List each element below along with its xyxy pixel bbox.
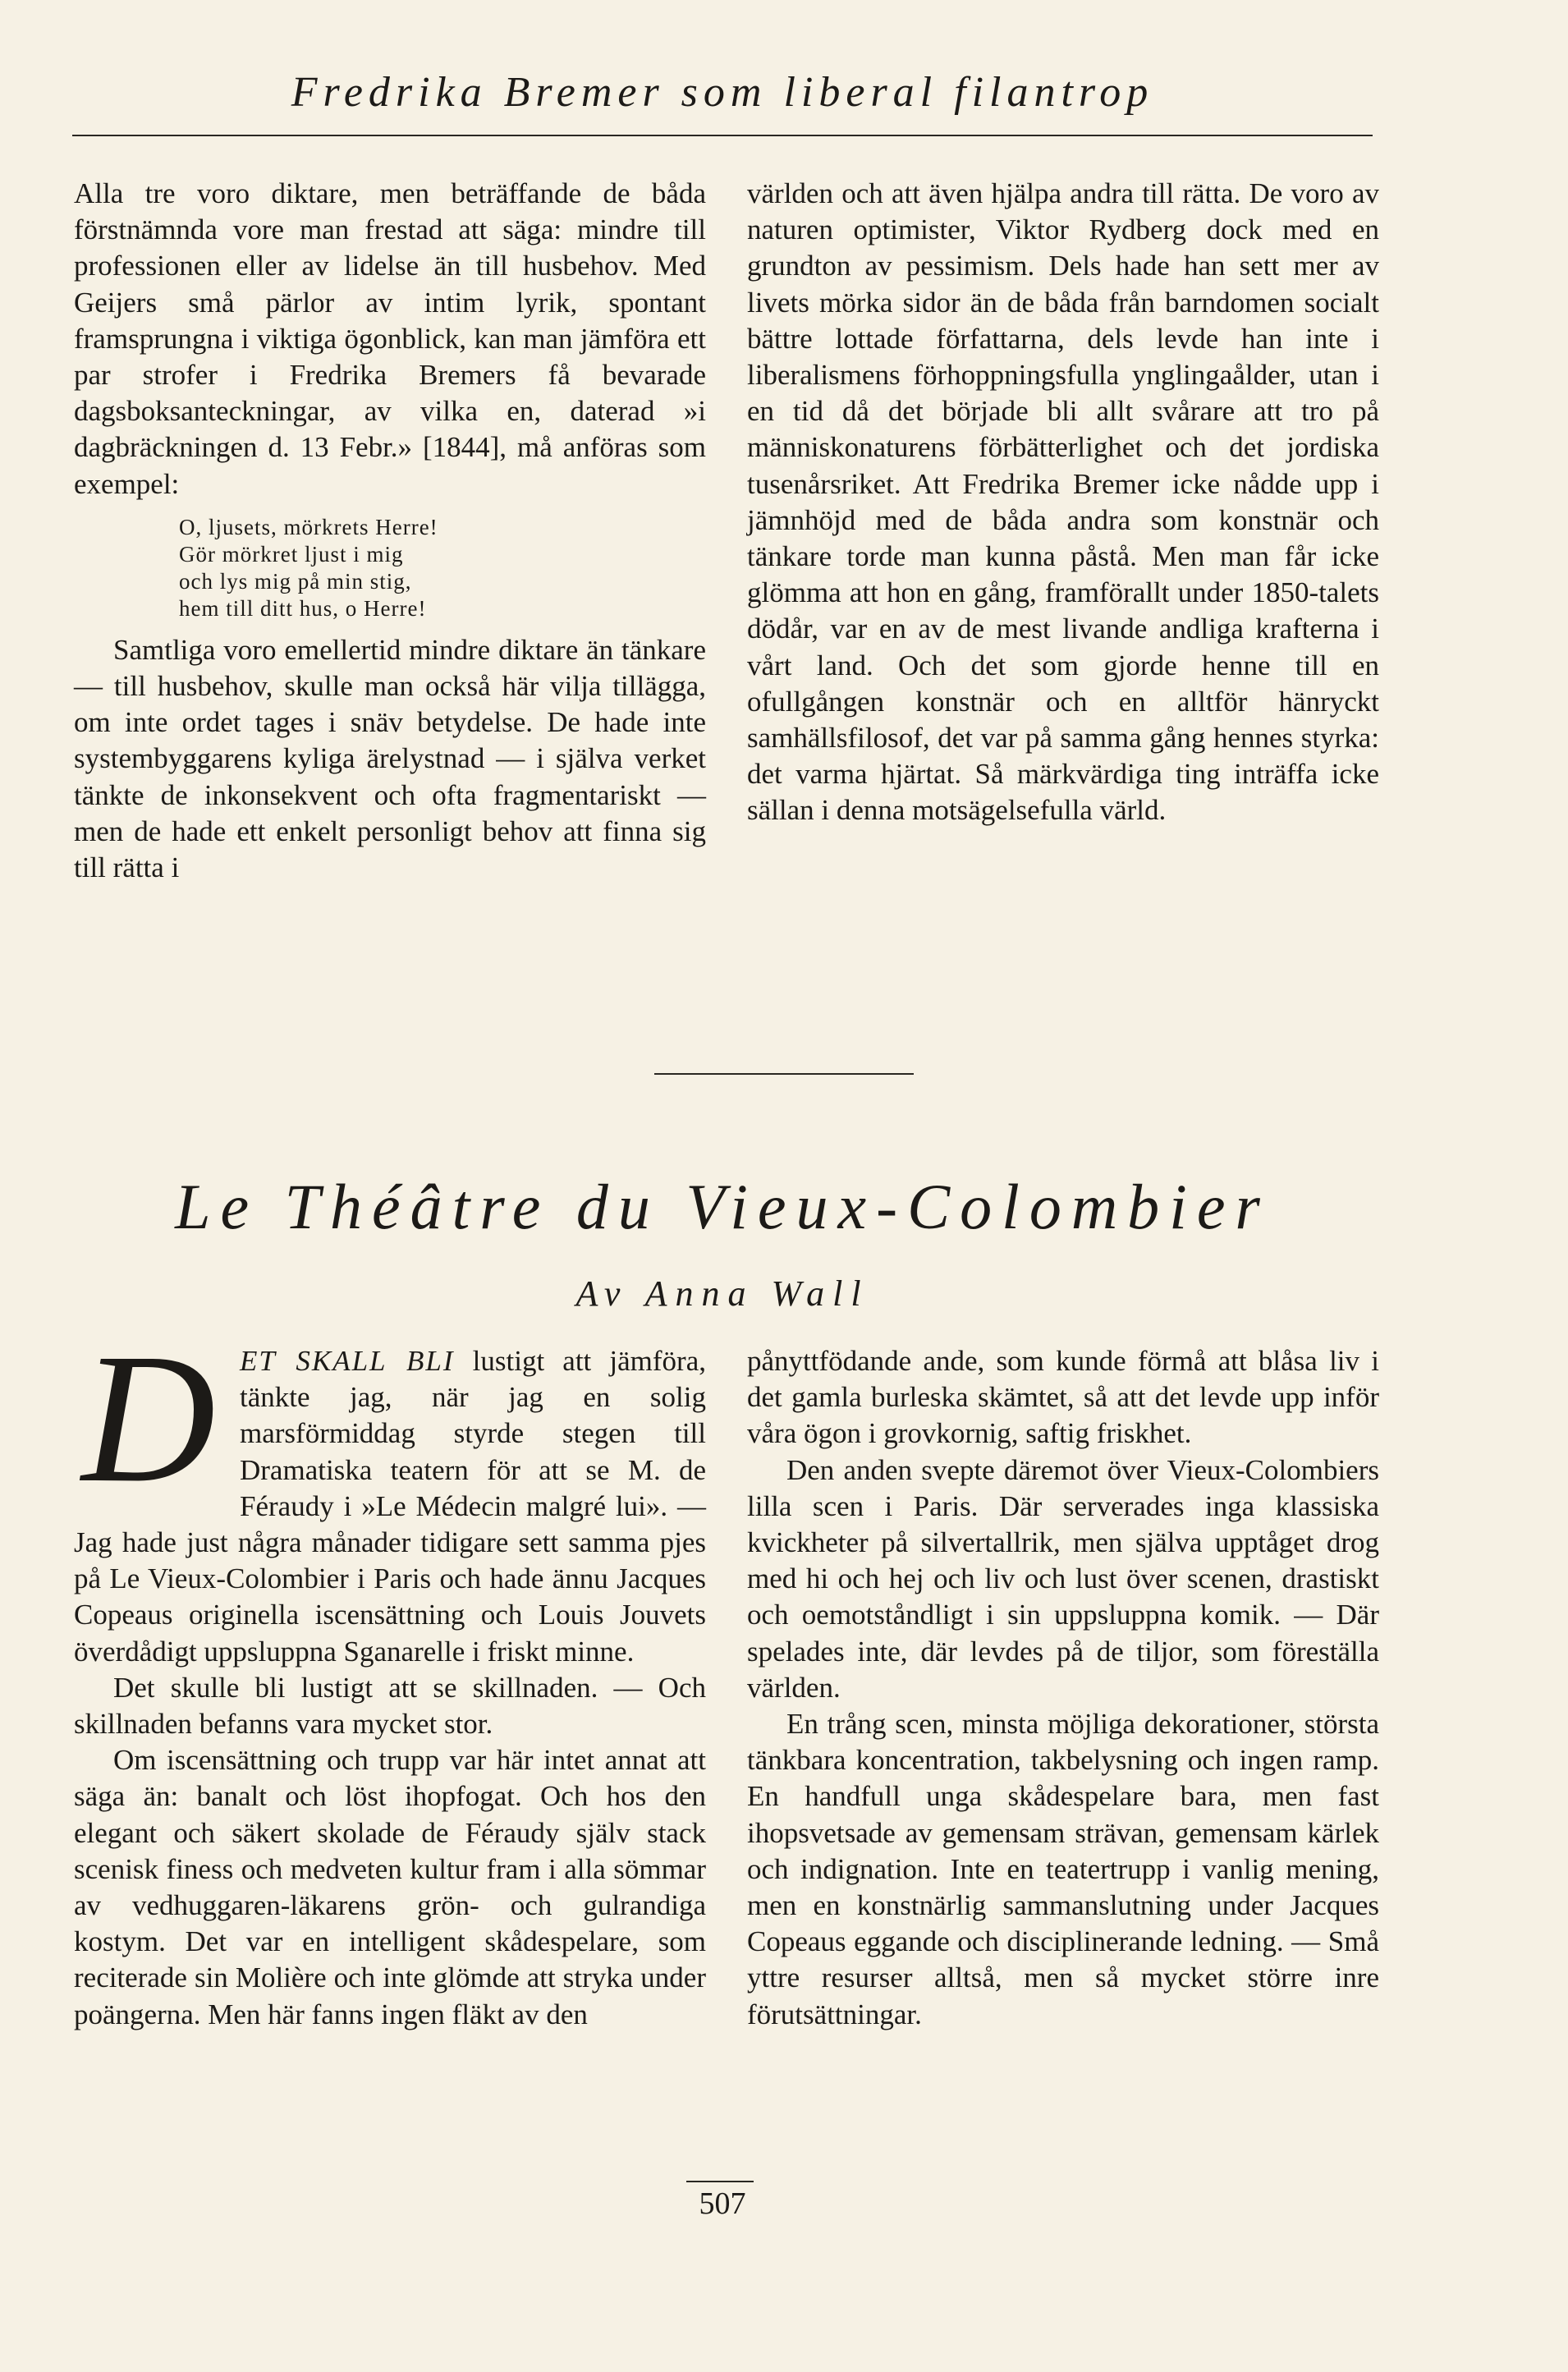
article1-column-right <box>747 176 1379 829</box>
running-head: Fredrika Bremer som liberal filantrop <box>291 69 1154 116</box>
body-paragraph: Om iscensättning och trupp var här intet annat att säga än: banalt och löst ihopfogat. Och hos den elegant och säkert skolade de Féraudy själv stack scenisk finess och medveten kultur fram i alla sömmar av vedhuggaren-läkarens grön- och gulrandiga kostym. Det var en intelligent skådespelare, som reciterade sin Molière och inte glömde att stryka under poängerna. Men här fanns ingen fläkt av den <box>74 1744 706 2030</box>
poem-line: O, ljusets, mörkrets Herre! <box>179 514 438 539</box>
opening-paragraph <box>74 1315 706 1670</box>
poem <box>179 514 706 622</box>
opening-text: lustigt att jämföra, tänkte jag, när jag en solig marsförmiddag styrde stegen till Dramatiska teatern för att se M. de Féraudy i »Le Médecin malgré lui». — Jag hade just några månader tidigare sett samma pjes på Le Vieux-Colombier i Paris och hade ännu Jacques Copeaus originella iscensättning och Louis Jouvets överdådigt uppsluppna Sganarelle i friskt minne. <box>74 1345 706 1668</box>
poem-line: Gör mörkret ljust i mig <box>179 541 404 567</box>
header-rule <box>72 135 1373 136</box>
body-paragraph: Samtliga voro emellertid mindre diktare än tänkare — till husbehov, skulle man också här vilja tillägga, om inte ordet tages i snäv betydelse. De hade inte systembyggarens kyliga ärelystnad — i själva verket tänkte de inkonsekvent och ofta fragmentariskt — men de hade ett enkelt personligt behov att finna sig till rätta i <box>74 633 706 884</box>
poem-line: och lys mig på min stig, <box>179 568 412 594</box>
body-paragraph: Alla tre voro diktare, men beträffande de båda förstnämnda vore man frestad att säga: mindre till professionen eller av lidelse än till husbehov. Med Geijers små pärlor av intim lyrik, spontant framsprungna i viktiga ögonblick, kan man jämföra ett par strofer i Fredrika Bremers få bevarade dagsboksanteckningar, av vilka en, daterad »i dagbräckningen d. 13 Febr.» [1844], må anföras som exempel: <box>74 177 706 500</box>
section-divider <box>654 1073 914 1075</box>
poem-line: hem till ditt hus, o Herre! <box>179 595 427 621</box>
article2-column-right <box>747 1343 1379 2033</box>
body-paragraph: Den anden svepte däremot över Vieux-Colombiers lilla scen i Paris. Där serverades inga klassiska kvickheter på silvertallrik, men själva upptåget drog med hi och hej och liv och lust över scenen, drastiskt och oemotståndligt i sin uppsluppna komik. — Där spelades inte, där levdes på de tiljor, som föreställa världen. <box>747 1453 1379 1704</box>
page-number: 507 <box>699 2186 746 2221</box>
body-paragraph: pånyttfödande ande, som kunde förmå att blåsa liv i det gamla burleska skämtet, så att det levde upp inför våra ögon i grovkornig, saftig friskhet. <box>747 1345 1379 1450</box>
lead-in-caps: ET SKALL BLI <box>240 1345 455 1377</box>
body-paragraph: Det skulle bli lustigt att se skillnaden. — Och skillnaden befanns vara mycket stor. <box>74 1671 706 1741</box>
article2-column-left <box>74 1315 706 2033</box>
article-byline: Av Anna Wall <box>575 1273 869 1314</box>
drop-cap: D <box>81 1315 216 1521</box>
folio-rule <box>686 2181 754 2182</box>
body-paragraph: En trång scen, minsta möjliga dekorationer, största tänkbara koncentration, takbelysning och ingen ramp. En handfull unga skådespelare bara, men fast ihopsvetsade av gemensam strävan, gemensam kärlek och indignation. Inte en teatertrupp i vanlig mening, men en konstnärlig sammanslutning under Jacques Copeaus eggande och disciplinerande ledning. — Små yttre resurser alltså, men så mycket större inre förutsättningar. <box>747 1708 1379 2030</box>
body-paragraph: världen och att även hjälpa andra till rätta. De voro av naturen optimister, Viktor Rydberg dock med en grundton av pessimism. Dels hade han sett mer av livets mörka sidor än de båda från barndomen socialt bättre lottade författarna, dels levde han inte i liberalismens förhoppningsfulla ynglingaålder, utan i en tid då det började bli allt svårare att tro på människonaturens förbätterlighet och det jordiska tusenårsriket. Att Fredrika Bremer icke nådde upp i jämnhöjd med de båda andra som konstnär och tänkare torde man kunna påstå. Men man får icke glömma att hon en gång, framförallt under 1850-talets dödår, var en av de mest livande andliga krafterna i vårt land. Och det som gjorde henne till en ofullgången konstnär och en alltför hänryckt samhällsfilosof, det var på samma gång hennes styrka: det varma hjärtat. Så märkvärdiga ting inträffa icke sällan i denna motsägelsefulla värld. <box>747 177 1379 827</box>
article-title: Le Théâtre du Vieux-Colombier <box>175 1171 1270 1242</box>
article1-column-left <box>74 176 706 886</box>
